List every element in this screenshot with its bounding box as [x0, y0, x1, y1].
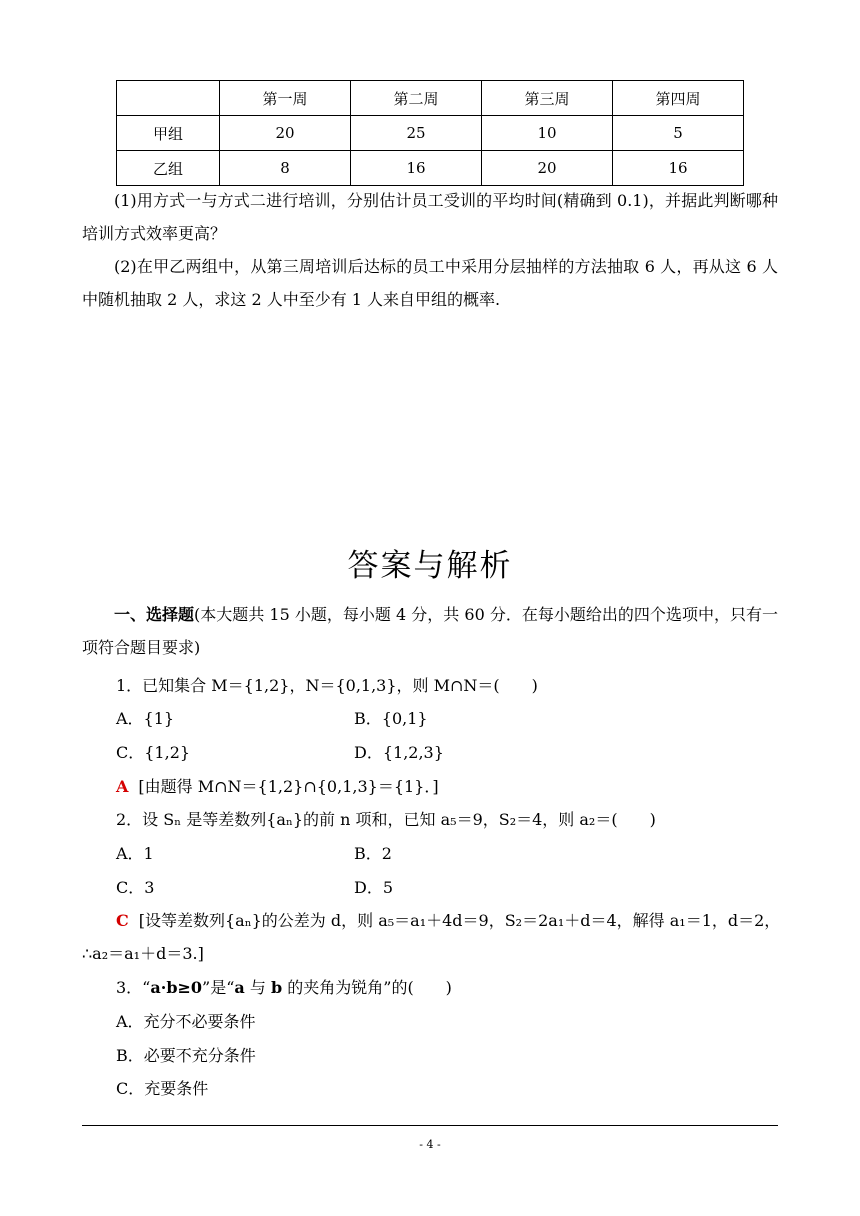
q2-answer — [116, 908, 780, 931]
q3-stem-b: b — [270, 978, 283, 997]
table-cell: 16 — [351, 151, 482, 186]
q2-explanation-line2: ∴a₂＝a₁＋d＝3.] — [82, 944, 204, 963]
table-header-cell: 第二周 — [351, 81, 482, 116]
q3-stem-math: a·b≥0 — [150, 978, 203, 997]
q2-explanation-line1: [设等差数列{aₙ}的公差为 d，则 a₅＝a₁＋4d＝9，S₂＝2a₁＋d＝4，解得 a₁＝1，d＝2， — [138, 911, 781, 930]
table-cell: 8 — [220, 151, 351, 186]
table-header-row — [117, 81, 744, 116]
q3-stem — [116, 975, 452, 998]
q2-answer-letter: C — [116, 911, 129, 930]
table-row — [117, 151, 744, 186]
section-intro — [82, 598, 778, 664]
table-cell: 20 — [220, 116, 351, 151]
q3-stem-with: 与 — [244, 978, 271, 997]
section-heading: 一、选择题 — [114, 605, 195, 624]
q1-answer — [116, 774, 439, 797]
q3-option-b: B．必要不充分条件 — [116, 1046, 256, 1065]
table-cell: 25 — [351, 116, 482, 151]
training-table — [116, 80, 744, 186]
page-number: - 4 - — [419, 1138, 441, 1151]
q1-option-c: C．{1,2} — [116, 743, 191, 762]
q3-option-a: A．充分不必要条件 — [116, 1012, 256, 1031]
row-label: 甲组 — [117, 116, 220, 151]
q2-option-a: A．1 — [116, 844, 154, 863]
section-description: (本大题共 15 小题，每小题 4 分，共 60 分．在每小题给出的四个选项中，只有一项符合题目要求) — [82, 605, 778, 657]
table-cell: 16 — [613, 151, 744, 186]
table-header-cell: 第一周 — [220, 81, 351, 116]
table-row — [117, 116, 744, 151]
q2-option-c: C．3 — [116, 878, 155, 897]
table-cell: 10 — [482, 116, 613, 151]
table-cell: 20 — [482, 151, 613, 186]
q3-stem-mid: ”是“ — [202, 978, 235, 997]
table-cell: 5 — [613, 116, 744, 151]
table-header-cell: 第四周 — [613, 81, 744, 116]
answer-title: 答案与解析 — [347, 548, 513, 584]
question-part-1: (1)用方式一与方式二进行培训，分别估计员工受训的平均时间(精确到 0.1)，并据此判断哪种培训方式效率更高？ — [82, 191, 778, 243]
q1-option-a: A．{1} — [116, 709, 175, 728]
q2-stem: 2．设 Sₙ 是等差数列{aₙ}的前 n 项和，已知 a₅＝9，S₂＝4，则 a₂＝( ) — [116, 810, 656, 829]
q3-stem-a: a — [234, 978, 245, 997]
q3-stem-open: 3．“ — [116, 978, 151, 997]
row-label: 乙组 — [117, 151, 220, 186]
q1-stem: 1．已知集合 M＝{1,2}，N＝{0,1,3}，则 M∩N＝( ) — [116, 676, 538, 695]
q1-explanation: [由题得 M∩N＝{1,2}∩{0,1,3}＝{1}．] — [138, 777, 439, 796]
q2-option-b: B．2 — [354, 844, 392, 863]
table-header-cell: 第三周 — [482, 81, 613, 116]
q3-option-c: C．充要条件 — [116, 1079, 209, 1098]
footer-divider — [82, 1125, 778, 1126]
q1-answer-letter: A — [116, 777, 129, 796]
q2-option-d: D．5 — [354, 878, 394, 897]
q1-option-b: B．{0,1} — [354, 709, 428, 728]
table-corner-cell — [117, 81, 220, 116]
q3-stem-end: 的夹角为锐角”的( ) — [282, 978, 452, 997]
q1-option-d: D．{1,2,3} — [354, 743, 444, 762]
question-part-2: (2)在甲乙两组中，从第三周培训后达标的员工中采用分层抽样的方法抽取 6 人，再从这 6 人中随机抽取 2 人，求这 2 人中至少有 1 人来自甲组的概率. — [82, 257, 778, 309]
